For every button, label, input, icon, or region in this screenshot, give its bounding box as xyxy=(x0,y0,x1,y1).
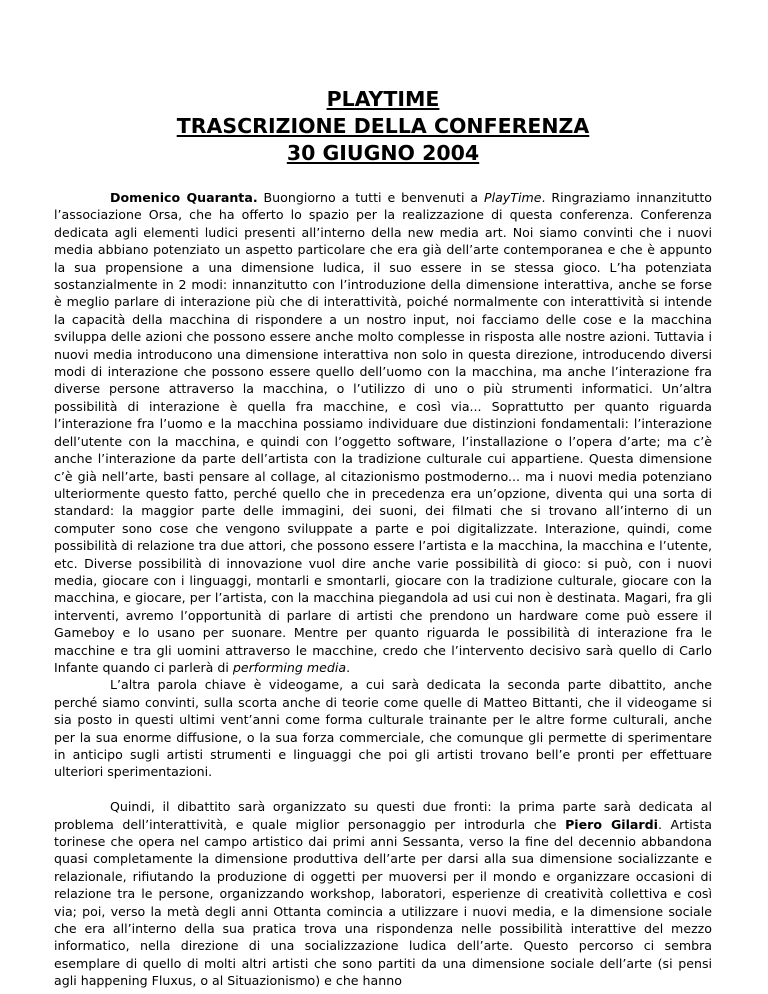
paragraph-1-text-b: . Ringraziamo innanzitutto l’associazione Orsa, che ha offerto lo spazio per la realizzazione di questa conferenza. Conferenza dedicata agli elementi ludici presenti all’interno della new media art. Noi siamo convinti che i nuovi media abbiano potenziato un aspetto particolare che era già dell’arte contemporanea e che è appunto la sua propensione a una dimensione ludica, il suo essere in se stessa gioco. L’ha potenziata sostanzialmente in 2 modi: innanzitutto con l’introduzione della dimensione interattiva, anche se forse è meglio parlare di interazione più che di interattività, poiché normalmente con interattività si intende la capacità della macchina di rispondere a un nostro input, noi facciamo delle cose e la macchina sviluppa delle azioni che possono essere anche molto complesse in risposta alle nostre azioni. Tuttavia i nuovi media introducono una dimensione interattiva non solo in questa direzione, introducendo diversi modi di interazione che possono essere quello dell’uomo con la macchina, ma anche l’interazione fra diverse persone attraverso la macchina, o l’utilizzo di uno o più strumenti informatici. Un’altra possibilità di interazione è quella fra macchine, e così via... Soprattutto per quanto riguarda l’interazione fra l’uomo e la macchina possiamo individuare due distinzioni fondamentali: l’interazione dell’utente con la macchina, e quindi con l’oggetto software, l’installazione o l’opera d’arte; ma c’è anche l’interazione da parte dell’artista con la tradizione culturale cui appartiene. Questa dimensione c’è già nell’arte, basti pensare al collage, al citazionismo postmoderno... ma i nuovi media potenziano ulteriormente questo fatto, perché quello che in precedenza era un’opzione, diventa qui una sorta di standard: la maggior parte delle immagini, dei suoni, dei filmati che si trovano all’interno di un computer sono cose che vengono sviluppate a parte e poi digitalizzate. Interazione, quindi, come possibilità di relazione tra due attori, che possono essere l’artista e la macchina, la macchina e l’utente, etc. Diverse possibilità di innovazione vuol dire anche varie possibilità di gioco: si può, con i nuovi media, giocare con i linguaggi, montarli e smontarli, giocare con la tradizione culturale, giocare con la macchina, e giocare, per l’artista, con la macchina piegandola ad usi cui non è destinata. Magari, fra gli interventi, avremo l’opportunità di parlare di artisti che prendono un hardware come può essere il Gameboy e lo usano per suonare. Mentre per quanto riguarda le possibilità di interazione fra le macchine e tra gli uomini attraverso le macchine, credo che l’intervento decisivo sarà quello di Carlo Infante quando ci parlerà di xyxy=(54,190,713,675)
title-line-3: 30 GIUGNO 2004 xyxy=(286,141,480,165)
paragraph-1-text-a: Buongiorno a tutti e benvenuti a xyxy=(257,190,484,205)
paragraph-2: L’altra parola chiave è videogame, a cui sarà dedicata la seconda parte dibattito, anche perché siamo convinti, sulla scorta anche di teorie come quelle di Matteo Bittanti, che il videogame si sia posto in questi ultimi vent’anni come forma culturale trainante per le altre forme culturali, anche per la sua enorme diffusione, o la sua forza commerciale, che comunque gli permette di sperimentare in anticipo sugli artisti strumenti e linguaggi che poi gli artisti trovano bell’e pronti per effettuare ulteriori sperimentazioni. xyxy=(54,677,712,780)
paragraph-3 xyxy=(54,798,712,989)
paragraph-1-text-c: . xyxy=(346,659,351,675)
paragraph-3-text-b: . Artista torinese che opera nel campo artistico dai primi anni Sessanta, verso la fine del decennio abbandona quasi completamente la dimensione produttiva dell’arte per darsi alla sua dimensione socializzante e relazionale, rifiutando la produzione di oggetti per muoversi per il mondo e organizzare occasioni di relazione tra le persone, organizzando workshop, laboratori, esperienze di creatività collettiva e così via; poi, verso la metà degli anni Ottanta comincia a utilizzare i nuovi media, e la dimensione sociale che era all’interno della sua pratica trova una rispondenza nelle possibilità interattive del mezzo informatico, nella direzione di una socializzazione ludica dell’arte. Questo percorso ci sembra esemplare di quello di molti altri artisti che sono partiti da una dimensione sociale dell’arte (si pensi agli happening Fluxus, o al Situazionismo) e che hanno xyxy=(54,816,712,989)
document-title xyxy=(54,86,712,167)
title-line-1: PLAYTIME xyxy=(326,87,440,111)
title-line-2: TRASCRIZIONE DELLA CONFERENZA xyxy=(176,114,590,138)
paragraph-1 xyxy=(54,189,712,676)
paragraph-3-text-a: Quindi, il dibattito sarà organizzato su questi due fronti: la prima parte sarà dedicata al problema dell’interattività, e quale miglior personaggio per introdurla che xyxy=(54,799,712,832)
speaker-name: Domenico Quaranta. xyxy=(110,190,258,205)
piero-gilardi-bold: Piero Gilardi xyxy=(565,816,658,832)
playtime-italic: PlayTime xyxy=(484,190,542,205)
performing-media-italic: performing media xyxy=(232,659,347,675)
